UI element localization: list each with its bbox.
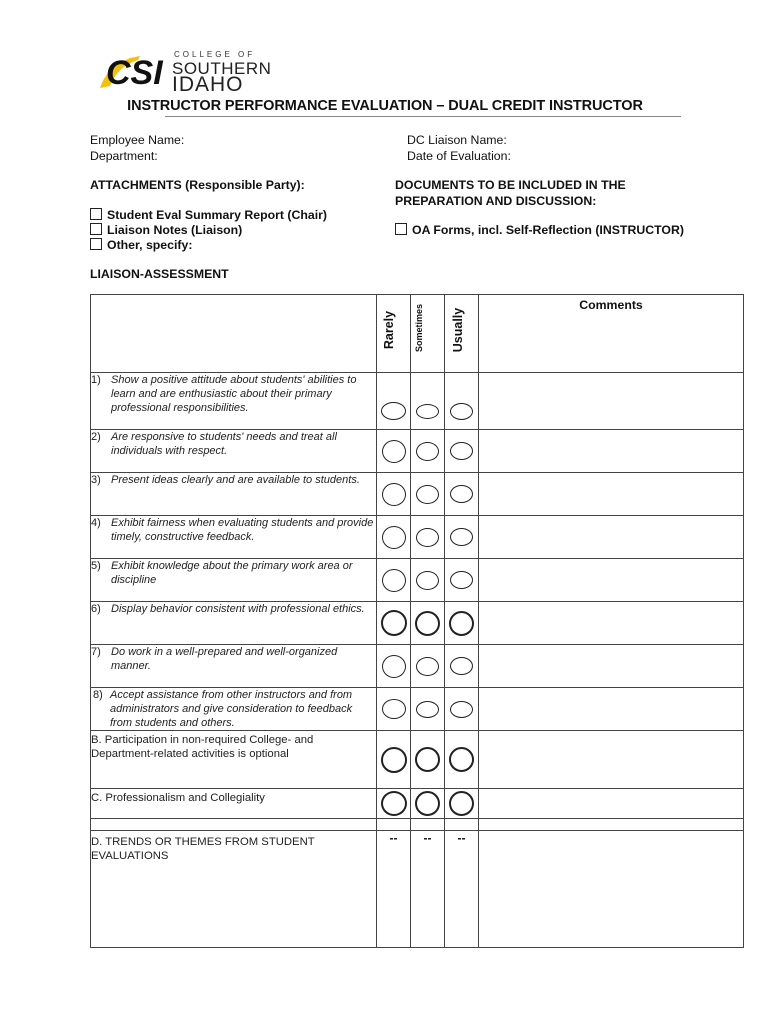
spacer-cell — [411, 819, 445, 831]
rating-sometimes-cell[interactable] — [411, 430, 445, 473]
radio-sometimes[interactable] — [416, 485, 439, 504]
comments-cell[interactable] — [479, 831, 744, 948]
radio-rarely[interactable] — [381, 402, 406, 420]
radio-usually[interactable] — [449, 611, 474, 636]
comments-cell[interactable] — [479, 731, 744, 789]
radio-usually[interactable] — [450, 701, 473, 718]
rating-usually-cell[interactable] — [445, 645, 479, 688]
rating-sometimes-cell[interactable] — [411, 516, 445, 559]
attachments-heading: ATTACHMENTS (Responsible Party): — [90, 178, 305, 192]
spacer-cell — [91, 819, 377, 831]
table-header-row — [91, 295, 744, 373]
rating-rarely-cell[interactable] — [377, 559, 411, 602]
section-b-row — [91, 731, 744, 789]
department-label: Department: — [90, 149, 158, 163]
attachment-item-other[interactable] — [90, 237, 192, 253]
section-d-label: D. TRENDS OR THEMES FROM STUDENT EVALUATIONS — [91, 831, 377, 948]
svg-text:CSI: CSI — [106, 54, 163, 92]
radio-sometimes[interactable] — [415, 747, 440, 772]
assessment-table — [90, 294, 744, 948]
radio-rarely[interactable] — [382, 569, 406, 592]
comments-cell[interactable] — [479, 473, 744, 516]
comments-cell[interactable] — [479, 559, 744, 602]
dash-usually: -- — [445, 831, 479, 948]
rating-usually-cell[interactable] — [445, 602, 479, 645]
radio-sometimes[interactable] — [416, 571, 439, 590]
header-usually-label: Usually — [451, 307, 466, 353]
header-blank-cell — [91, 295, 377, 373]
checkbox[interactable] — [90, 208, 102, 220]
documents-heading-line2: PREPARATION AND DISCUSSION: — [395, 194, 597, 208]
header-sometimes-label: Sometimes — [414, 303, 425, 353]
spacer-row — [91, 819, 744, 831]
table-row — [91, 645, 744, 688]
radio-sometimes[interactable] — [416, 404, 439, 419]
document-title: INSTRUCTOR PERFORMANCE EVALUATION – DUAL CREDIT INSTRUCTOR — [127, 98, 643, 114]
section-c-row — [91, 789, 744, 819]
comments-cell[interactable] — [479, 602, 744, 645]
rating-usually-cell[interactable] — [445, 559, 479, 602]
dash-sometimes: -- — [411, 831, 445, 948]
radio-rarely[interactable] — [382, 440, 406, 463]
radio-rarely[interactable] — [381, 747, 407, 773]
item-4: 4) Exhibit fairness when evaluating students and provide timely, constructive feedback. — [91, 516, 377, 559]
rating-usually-cell[interactable] — [445, 373, 479, 430]
rating-sometimes-cell[interactable] — [411, 373, 445, 430]
spacer-cell — [479, 819, 744, 831]
radio-rarely[interactable] — [382, 655, 406, 678]
radio-sometimes[interactable] — [416, 528, 439, 547]
section-b-label: B. Participation in non-required College- and Department-related activities is optional — [91, 731, 377, 789]
table-row — [91, 559, 744, 602]
comments-cell[interactable] — [479, 688, 744, 731]
rating-sometimes-cell[interactable] — [411, 602, 445, 645]
item-1: 1) Show a positive attitude about students' abilities to learn and are enthusiastic about their primary professional responsibilities. — [91, 373, 377, 430]
header-sometimes — [411, 295, 445, 373]
rating-usually-cell[interactable] — [445, 731, 479, 789]
rating-sometimes-cell[interactable] — [411, 473, 445, 516]
radio-usually[interactable] — [449, 791, 474, 816]
checkbox[interactable] — [90, 223, 102, 235]
table-row — [91, 688, 744, 731]
rating-sometimes-cell[interactable] — [411, 789, 445, 819]
checkbox[interactable] — [395, 223, 407, 235]
item-7: 7) Do work in a well-prepared and well-organized manner. — [91, 645, 377, 688]
rating-sometimes-cell[interactable] — [411, 688, 445, 731]
comments-cell[interactable] — [479, 789, 744, 819]
spacer-cell — [377, 819, 411, 831]
attachment-item-label: Other, specify: — [107, 238, 193, 252]
rating-usually-cell[interactable] — [445, 789, 479, 819]
item-6: 6) Display behavior consistent with professional ethics. — [91, 602, 377, 645]
csi-logo-mark — [96, 48, 168, 94]
document-item-label: OA Forms, incl. Self-Reflection (INSTRUCTOR) — [412, 223, 684, 237]
rating-sometimes-cell[interactable] — [411, 559, 445, 602]
document-item-oa-forms[interactable] — [395, 222, 684, 238]
radio-sometimes[interactable] — [416, 701, 439, 718]
radio-usually[interactable] — [450, 442, 473, 460]
comments-cell[interactable] — [479, 516, 744, 559]
title-rule — [165, 116, 681, 117]
rating-sometimes-cell[interactable] — [411, 645, 445, 688]
rating-usually-cell[interactable] — [445, 688, 479, 731]
header-comments: Comments — [479, 295, 744, 373]
table-row — [91, 516, 744, 559]
checkbox[interactable] — [90, 238, 102, 250]
dash-rarely: -- — [377, 831, 411, 948]
header-usually — [445, 295, 479, 373]
item-5: 5) Exhibit knowledge about the primary work area or discipline — [91, 559, 377, 602]
rating-sometimes-cell[interactable] — [411, 731, 445, 789]
radio-rarely[interactable] — [382, 526, 406, 549]
radio-usually[interactable] — [450, 657, 473, 675]
date-of-evaluation-label: Date of Evaluation: — [407, 149, 511, 163]
radio-usually[interactable] — [450, 403, 473, 420]
radio-rarely[interactable] — [382, 699, 406, 719]
rating-usually-cell[interactable] — [445, 473, 479, 516]
csi-logo — [96, 48, 272, 96]
radio-sometimes[interactable] — [416, 442, 439, 461]
radio-sometimes[interactable] — [416, 657, 439, 676]
radio-rarely[interactable] — [381, 610, 407, 636]
rating-usually-cell[interactable] — [445, 430, 479, 473]
rating-rarely-cell[interactable] — [377, 688, 411, 731]
table-row — [91, 473, 744, 516]
item-2: 2) Are responsive to students' needs and treat all individuals with respect. — [91, 430, 377, 473]
rating-rarely-cell[interactable] — [377, 645, 411, 688]
rating-rarely-cell[interactable] — [377, 731, 411, 789]
rating-rarely-cell[interactable] — [377, 602, 411, 645]
documents-heading-line1: DOCUMENTS TO BE INCLUDED IN THE — [395, 178, 626, 192]
rating-rarely-cell[interactable] — [377, 373, 411, 430]
rating-rarely-cell[interactable] — [377, 430, 411, 473]
header-rarely-label: Rarely — [382, 310, 397, 350]
attachment-item-chair[interactable] — [90, 207, 327, 223]
radio-rarely[interactable] — [382, 483, 406, 506]
table-row — [91, 373, 744, 430]
radio-rarely[interactable] — [381, 791, 407, 816]
radio-usually[interactable] — [450, 528, 473, 546]
liaison-assessment-heading: LIAISON-ASSESSMENT — [90, 267, 229, 281]
table-row — [91, 602, 744, 645]
item-8: 8) Accept assistance from other instructors and from administrators and give consideration to feedback from students and others. — [91, 688, 377, 731]
spacer-cell — [445, 819, 479, 831]
radio-sometimes[interactable] — [415, 611, 440, 636]
radio-usually[interactable] — [450, 485, 473, 503]
radio-sometimes[interactable] — [415, 791, 440, 816]
radio-usually[interactable] — [450, 571, 473, 589]
rating-rarely-cell[interactable] — [377, 789, 411, 819]
radio-usually[interactable] — [449, 747, 474, 772]
dc-liaison-name-label: DC Liaison Name: — [407, 133, 507, 147]
comments-cell[interactable] — [479, 373, 744, 430]
attachment-item-label: Student Eval Summary Report (Chair) — [107, 208, 328, 222]
employee-name-label: Employee Name: — [90, 133, 185, 147]
item-3: 3) Present ideas clearly and are available to students. — [91, 473, 377, 516]
rating-rarely-cell[interactable] — [377, 516, 411, 559]
attachment-item-label: Liaison Notes (Liaison) — [107, 223, 243, 237]
rating-rarely-cell[interactable] — [377, 473, 411, 516]
rating-usually-cell[interactable] — [445, 516, 479, 559]
logo-southern: SOUTHERN — [172, 59, 272, 78]
logo-idaho: IDAHO — [172, 73, 244, 96]
section-d-row — [91, 831, 744, 948]
comments-cell[interactable] — [479, 645, 744, 688]
header-rarely — [377, 295, 411, 373]
comments-cell[interactable] — [479, 430, 744, 473]
table-row — [91, 430, 744, 473]
logo-college-of: COLLEGE OF — [174, 50, 256, 59]
attachment-item-liaison[interactable] — [90, 222, 242, 238]
section-c-label: C. Professionalism and Collegiality — [91, 789, 377, 819]
